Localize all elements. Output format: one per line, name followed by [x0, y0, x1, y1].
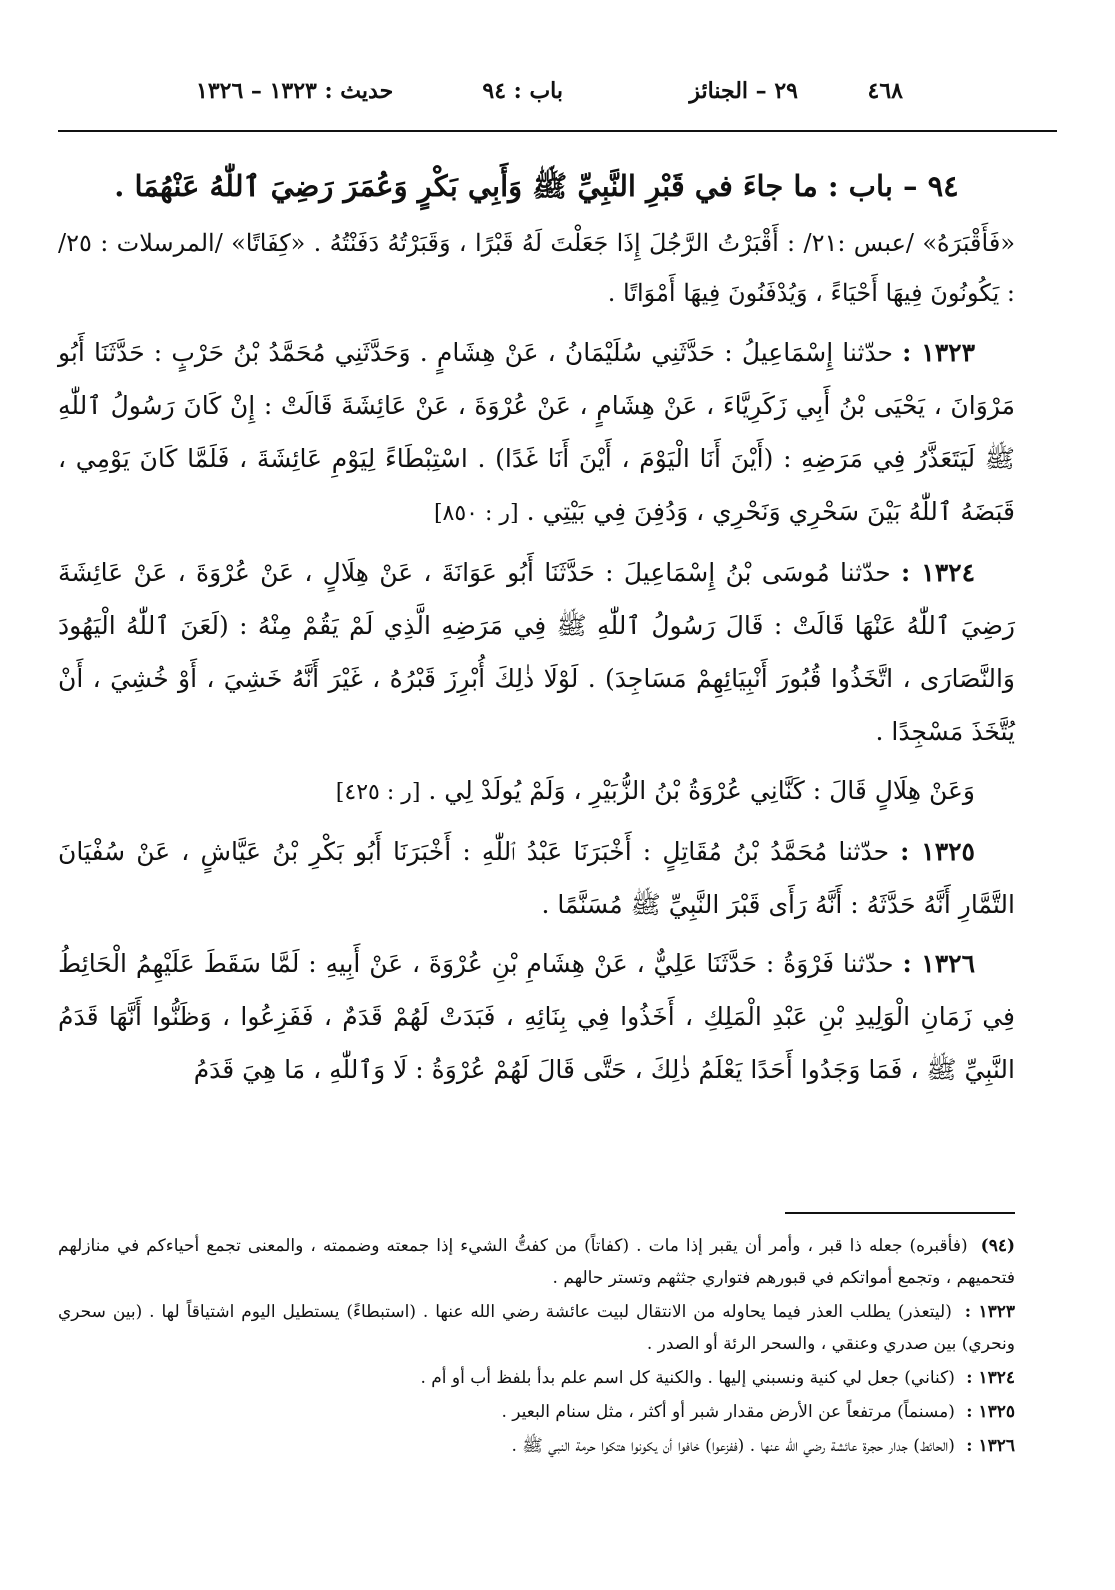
footnote-1324 — [58, 1362, 1015, 1394]
hadith-number: ١٣٢٦ : — [902, 949, 975, 978]
footnote-label: ١٣٢٥ : — [966, 1402, 1015, 1422]
footnote-label: ١٣٢٤ : — [966, 1368, 1015, 1388]
main-text — [58, 160, 1015, 1102]
footnote-text: (فأقبره) جعله ذا قبر ، وأمر أن يقبر إذا مات . (كفاتاً) من كفتُّ الشيء إذا جمعته وضممته ، والمعنى تجمع أحياءكم في منازلهم فتحميهم ، وتجمع أمواتكم في قبورهم فتواري جثثهم وتستر حالهم . — [58, 1236, 1015, 1288]
hadith-number: ١٣٢٤ : — [901, 558, 975, 587]
hadith-1324-addendum — [58, 764, 1015, 819]
hadith-text: وَعَنْ هِلَالٍ قَالَ : كَنَّانِي عُرْوَةُ بْنُ الزُّبَيْرِ ، وَلَمْ يُولَدْ لِي . — [428, 776, 975, 805]
footnote-divider — [785, 1212, 1015, 1214]
hadith-1326 — [58, 937, 1015, 1096]
footnote-text: (ليتعذر) يطلب العذر فيما يحاوله من الانتقال لبيت عائشة رضي الله عنها . (استبطاءً) يستطيل اليوم اشتياقاً لها . (بين سحري ونحري) بين صدري وعنقي ، والسحر الرئة أو الصدر . — [58, 1302, 1015, 1354]
footnote-1326 — [58, 1430, 1015, 1462]
footnotes — [58, 1230, 1015, 1464]
hadith-text: حدّثنا فَرْوَةُ : حَدَّثَنَا عَلِيٌّ ، عَنْ هِشَامِ بْنِ عُرْوَةَ ، عَنْ أَبِيهِ : لَمَّا سَقَطَ عَلَيْهِمُ الْحَائِطُ فِي زَمَانِ الْوَلِيدِ بْنِ عَبْدِ الْمَلِكِ ، أَخَذُوا فِي بِنَائِهِ ، فَبَدَتْ لَهُمْ قَدَمٌ ، فَفَزِعُوا ، وَظَنُّوا أَنَّهَا قَدَمُ النَّبِيِّ ﷺ ، فَمَا وَجَدُوا أَحَدًا يَعْلَمُ ذٰلِكَ ، حَتَّى قَالَ لَهُمْ عُرْوَةُ : لَا وَٱللّٰهِ ، مَا هِيَ قَدَمُ — [58, 949, 1015, 1084]
hadith-1324 — [58, 546, 1015, 758]
hadith-text: حدّثنا مُحَمَّدُ بْنُ مُقَاتِلٍ : أَخْبَرَنَا عَبْدُ ٱللّٰهِ : أَخْبَرَنَا أَبُو بَكْرِ بْنُ عَيَّاشٍ ، عَنْ سُفْيَانَ التَّمَّارِ أَنَّهُ حَدَّثَهُ : أَنَّهُ رَأَى قَبْرَ النَّبِيِّ ﷺ مُسَنَّمًا . — [58, 837, 1015, 919]
chapter-intro: «فَأَقْبَرَهُ» /عبس :٢١/ : أَقْبَرْتُ الرَّجُلَ إِذَا جَعَلْتَ لَهُ قَبْرًا ، وَقَبَرْتُهُ دَفَنْتُهُ . «كِفَاتًا» /المرسلات : ٢٥/ : يَكُونُونَ فِيهَا أَحْيَاءً ، وَيُدْفَنُونَ فِيهَا أَمْوَاتًا . — [58, 229, 1015, 307]
bab-indicator: باب : ٩٤ — [482, 78, 563, 104]
footnote-label: ١٣٢٦ : — [966, 1436, 1015, 1456]
footnote-text: (الحائط) جدار حجرة عائشة رضي الله عنها . (ففزعوا) خافوا أن يكونوا هتكوا حرمة النبي ﷺ . — [511, 1436, 955, 1456]
header-divider — [58, 130, 1057, 132]
footnote-94 — [58, 1230, 1015, 1294]
footnote-1323 — [58, 1296, 1015, 1360]
footnote-text: (مسنماً) مرتفعاً عن الأرض مقدار شبر أو أكثر ، مثل سنام البعير . — [501, 1402, 955, 1422]
hadith-text: حدّثنا إِسْمَاعِيلُ : حَدَّثَنِي سُلَيْمَانُ ، عَنْ هِشَامٍ . وَحَدَّثَنِي مُحَمَّدُ بْنُ حَرْبٍ : حَدَّثَنَا أَبُو مَرْوَانَ ، يَحْيَى بْنُ أَبِي زَكَرِيَّاءَ ، عَنْ هِشَامٍ ، عَنْ عُرْوَةَ ، عَنْ عَائِشَةَ قَالَتْ : إِنْ كَانَ رَسُولُ ٱللّٰهِ ﷺ لَيَتَعَذَّرُ فِي مَرَضِهِ : (أَيْنَ أَنَا الْيَوْمَ ، أَيْنَ أَنَا غَدًا) . اسْتِبْطَاءً لِيَوْمِ عَائِشَةَ ، فَلَمَّا كَانَ يَوْمِي ، قَبَضَهُ ٱللّٰهُ بَيْنَ سَحْرِي وَنَحْرِي ، وَدُفِنَ فِي بَيْتِي . — [58, 338, 1015, 526]
hadith-number: ١٣٢٥ : — [900, 837, 975, 866]
chapter-title: ٩٤ – باب : ما جاءَ في قَبْرِ النَّبِيِّ ﷺ وَأَبِي بَكْرٍ وَعُمَرَ رَضِيَ ٱللّٰهُ عَنْهُمَا . — [114, 169, 959, 203]
footnote-1325 — [58, 1396, 1015, 1428]
hadith-number: ١٣٢٣ : — [902, 338, 975, 367]
hadith-1323 — [58, 326, 1015, 540]
running-header — [196, 78, 903, 118]
book-title: ٢٩ – الجنائز — [689, 78, 798, 104]
footnote-label: (٩٤) — [980, 1236, 1015, 1256]
cross-reference: [ر : ٤٢٥] — [335, 780, 421, 805]
cross-reference: [ر : ٨٥٠] — [433, 501, 519, 526]
hadith-1325 — [58, 825, 1015, 931]
hadith-range: حديث : ١٣٢٣ – ١٣٢٦ — [196, 78, 394, 104]
footnote-text: (كناني) جعل لي كنية ونسبني إليها . والكنية كل اسم علم بدأ بلفظ أب أو أم . — [420, 1368, 955, 1388]
page-number: ٤٦٨ — [867, 78, 903, 104]
footnote-label: ١٣٢٣ : — [964, 1302, 1015, 1322]
hadith-text: حدّثنا مُوسَى بْنُ إِسْمَاعِيلَ : حَدَّثَنَا أَبُو عَوَانَةَ ، عَنْ هِلَالٍ ، عَنْ عُرْوَةَ ، عَنْ عَائِشَةَ رَضِيَ ٱللّٰهُ عَنْهَا قَالَتْ : قَالَ رَسُولُ ٱللّٰهِ ﷺ فِي مَرَضِهِ الَّذِي لَمْ يَقُمْ مِنْهُ : (لَعَنَ ٱللّٰهُ الْيَهُودَ وَالنَّصَارَى ، اتَّخَذُوا قُبُورَ أَنْبِيَائِهِمْ مَسَاجِدَ) . لَوْلَا ذٰلِكَ أُبْرِزَ قَبْرُهُ ، غَيْرَ أَنَّهُ خَشِيَ ، أَوْ خُشِيَ ، أَنْ يُتَّخَذَ مَسْجِدًا . — [58, 558, 1015, 746]
